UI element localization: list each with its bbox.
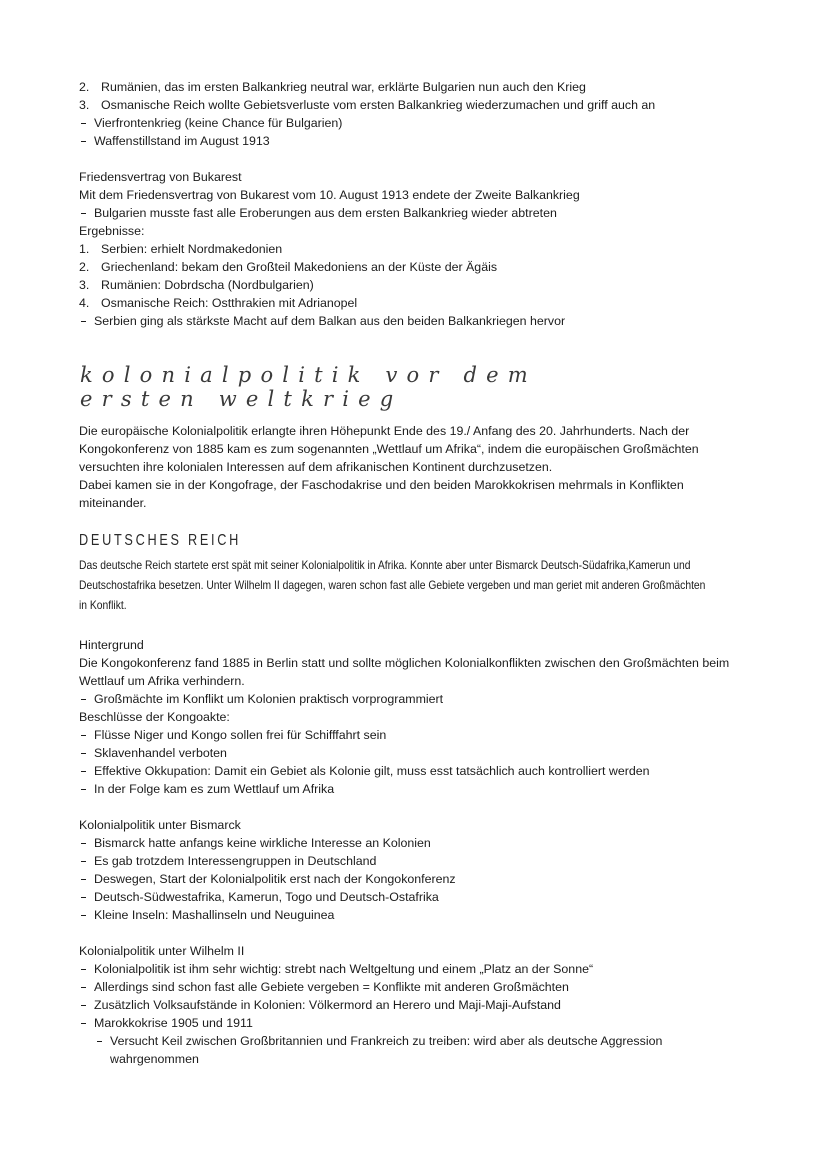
paragraph-line: Wettlauf um Afrika verhindern.	[79, 674, 245, 688]
paragraph-line: miteinander.	[79, 496, 147, 510]
paragraph-line: Mit dem Friedensvertrag von Bukarest vom 10. August 1913 endete der Zweite Balkankrieg	[79, 188, 580, 202]
paragraph-line: Die Kongokonferenz fand 1885 in Berlin statt und sollte möglichen Kolonialkonflikten zwischen den Großmächten beim	[79, 656, 730, 670]
paragraph-line: Die europäische Kolonialpolitik erlangte ihren Höhepunkt Ende des 19./ Anfang des 20. Jahrhunderts. Nach der	[79, 424, 690, 438]
paragraph-line: Kongokonferenz von 1885 kam es zum sogenannten „Wettlauf um Afrika“, indem die europäischen Großmächten	[79, 442, 699, 456]
bullet-item: Es gab trotzdem Interessengruppen in Deutschland	[94, 854, 377, 868]
section-heading: Friedensvertrag von Bukarest	[79, 170, 242, 184]
numbered-item: 3. Rumänien: Dobrdscha (Nordbulgarien)	[79, 278, 314, 292]
script-title-line2: ersten weltkrieg	[80, 387, 403, 411]
bullet-item: Kolonialpolitik ist ihm sehr wichtig: strebt nach Weltgeltung und einem „Platz an der Sonne“	[94, 962, 594, 976]
numbered-item: 3. Osmanische Reich wollte Gebietsverluste vom ersten Balkankrieg wiederzumachen und griff auch an	[79, 98, 656, 112]
script-title-line1: kolonialpolitik vor dem	[80, 363, 537, 387]
numbered-item: 2. Rumänien, das im ersten Balkankrieg neutral war, erklärte Bulgarien nun auch den Krieg	[79, 80, 586, 94]
bullet-item: Bismarck hatte anfangs keine wirkliche Interesse an Kolonien	[94, 836, 431, 850]
bullet-item: Bulgarien musste fast alle Eroberungen aus dem ersten Balkankrieg wieder abtreten	[94, 206, 557, 220]
bullet-item: Zusätzlich Volksaufstände in Kolonien: Völkermord an Herero und Maji-Maji-Aufstand	[94, 998, 561, 1012]
beschluesse-label: Beschlüsse der Kongoakte:	[79, 710, 230, 724]
deutsches-reich-heading: DEUTSCHES REICH	[79, 532, 242, 549]
bullet-item: Serbien ging als stärkste Macht auf dem Balkan aus den beiden Balkankriegen hervor	[94, 314, 566, 328]
bullet-item: Deswegen, Start der Kolonialpolitik erst nach der Kongokonferenz	[94, 872, 456, 886]
bullet-item: Großmächte im Konflikt um Kolonien praktisch vorprogrammiert	[94, 692, 444, 706]
paragraph-line: in Konflikt.	[79, 598, 127, 612]
paragraph-line: versuchten ihre kolonialen Interessen auf dem afrikanischen Kontinent durchzusetzen.	[79, 460, 553, 474]
bullet-item: Kleine Inseln: Mashallinseln und Neuguinea	[94, 908, 335, 922]
paragraph-line: Das deutsche Reich startete erst spät mit seiner Kolonialpolitik in Afrika. Konnte aber unter Bismarck Deutsch-Südafrika,Kamerun und	[79, 558, 691, 572]
bullet-item: Deutsch-Südwestafrika, Kamerun, Togo und Deutsch-Ostafrika	[94, 890, 439, 904]
bullet-item: Vierfrontenkrieg (keine Chance für Bulgarien)	[94, 116, 343, 130]
bullet-item: Allerdings sind schon fast alle Gebiete vergeben = Konflikte mit anderen Großmächten	[94, 980, 569, 994]
paragraph-line: Deutschostafrika besetzen. Unter Wilhelm II dagegen, waren schon fast alle Gebiete vergeben und man geriet mit anderen Großmächten	[79, 578, 706, 592]
numbered-item: 4. Osmanische Reich: Ostthrakien mit Adrianopel	[79, 296, 358, 310]
sub-bullet-continuation: wahrgenommen	[110, 1052, 199, 1066]
bullet-item: Waffenstillstand im August 1913	[94, 134, 270, 148]
script-title	[78, 360, 678, 416]
sub-bullet-item: Versucht Keil zwischen Großbritannien und Frankreich zu treiben: wird aber als deutsche Aggression	[110, 1034, 663, 1048]
bullet-item: Marokkokrise 1905 und 1911	[94, 1016, 253, 1030]
numbered-item: 2. Griechenland: bekam den Großteil Makedoniens an der Küste der Ägäis	[79, 260, 498, 274]
bullet-item: In der Folge kam es zum Wettlauf um Afrika	[94, 782, 335, 796]
results-label: Ergebnisse:	[79, 224, 145, 238]
bullet-item: Flüsse Niger und Kongo sollen frei für Schifffahrt sein	[94, 728, 387, 742]
section-heading: Kolonialpolitik unter Wilhelm II	[79, 944, 245, 958]
numbered-item: 1. Serbien: erhielt Nordmakedonien	[79, 242, 283, 256]
section-heading: Kolonialpolitik unter Bismarck	[79, 818, 241, 832]
section-heading: Hintergrund	[79, 638, 144, 652]
paragraph-line: Dabei kamen sie in der Kongofrage, der Faschodakrise und den beiden Marokkokrisen mehrmals in Konflikten	[79, 478, 684, 492]
bullet-item: Sklavenhandel verboten	[94, 746, 227, 760]
bullet-item: Effektive Okkupation: Damit ein Gebiet als Kolonie gilt, muss esst tatsächlich auch kontrolliert werden	[94, 764, 650, 778]
